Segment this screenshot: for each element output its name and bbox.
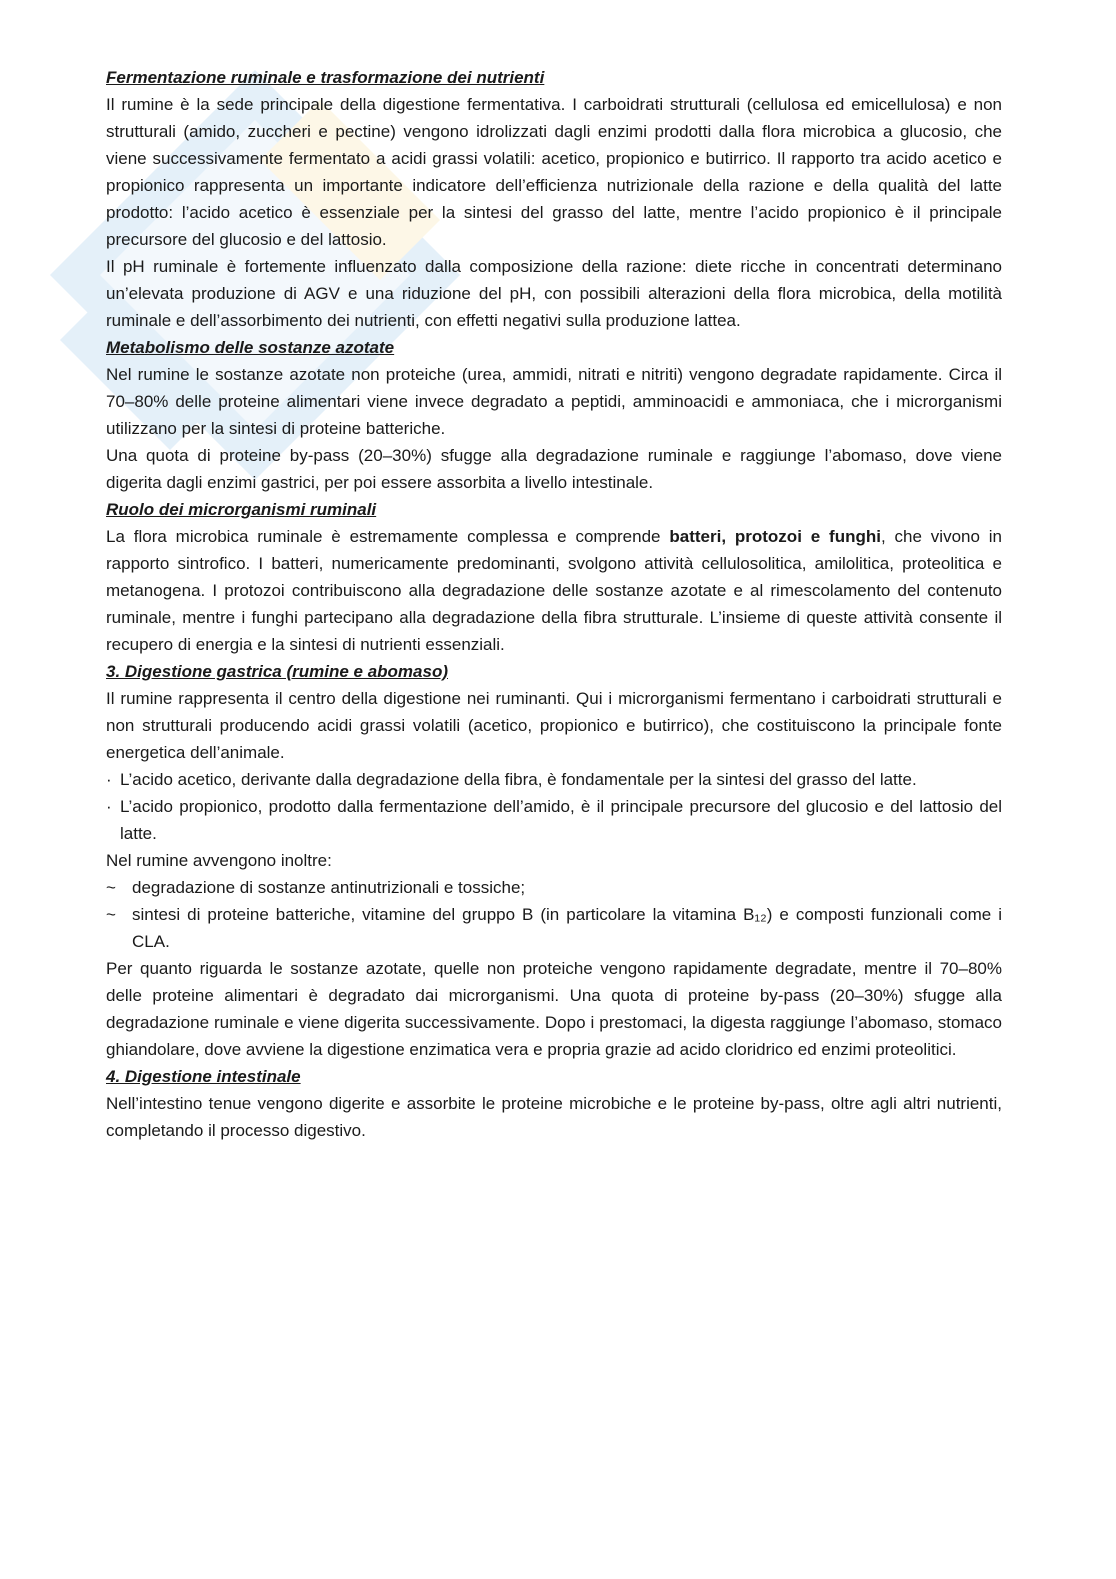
paragraph — [106, 523, 1002, 658]
section-heading-fermentazione: Fermentazione ruminale e trasformazione dei nutrienti — [106, 68, 545, 87]
tilde-list — [106, 874, 1002, 955]
list-item — [106, 874, 1002, 901]
paragraph: Il rumine rappresenta il centro della digestione nei ruminanti. Qui i microrganismi fermentano i carboidrati strutturali e non strutturali producendo acidi grassi volatili (acetico, propionico e butirrico), che costituiscono la principale fonte energetica dell’animale. — [106, 689, 1002, 762]
bullet-list — [106, 766, 1002, 847]
paragraph: Nell’intestino tenue vengono digerite e assorbite le proteine microbiche e le proteine by-pass, oltre agli altri nutrienti, completando il processo digestivo. — [106, 1094, 1002, 1140]
text-run: La flora microbica ruminale è estremamente complessa e comprende — [106, 527, 670, 546]
text-run: , che vivono in rapporto sintrofico. I batteri, numericamente predominanti, svolgono attività cellulosolitica, amilolitica, proteolitica e metanogena. I protozoi contribuiscono alla degradazione delle sostanze azotate e al rimescolamento del contenuto ruminale, mentre i funghi partecipano alla degradazione della fibra strutturale. L’insieme di queste attività consente il recupero di energia e la sintesi di nutrienti essenziali. — [106, 527, 1003, 654]
paragraph: Nel rumine avvengono inoltre: — [106, 851, 332, 870]
list-item — [106, 901, 1002, 955]
bullet-dot-icon: · — [106, 797, 112, 816]
list-item-text: degradazione di sostanze antinutrizionali e tossiche; — [132, 878, 526, 897]
list-item-text: L’acido acetico, derivante dalla degradazione della fibra, è fondamentale per la sintesi del grasso del latte. — [120, 770, 917, 789]
list-item — [106, 766, 1002, 793]
tilde-bullet-icon: ~ — [106, 878, 116, 897]
list-item-text: sintesi di proteine batteriche, vitamine del gruppo B (in particolare la vitamina B₁₂) e composti funzionali come i CLA. — [132, 905, 1002, 951]
paragraph: Nel rumine le sostanze azotate non proteiche (urea, ammidi, nitrati e nitriti) vengono degradate rapidamente. Circa il 70–80% delle proteine alimentari viene invece degradato a peptidi, amminoacidi e ammoniaca, che i microrganismi utilizzano per la sintesi di proteine batteriche. — [106, 365, 1002, 438]
paragraph: Una quota di proteine by-pass (20–30%) sfugge alla degradazione ruminale e raggiunge l’abomaso, dove viene digerita dagli enzimi gastrici, per poi essere assorbita a livello intestinale. — [106, 446, 1002, 492]
bullet-dot-icon: · — [106, 770, 112, 789]
section-heading-microrganismi: Ruolo dei microrganismi ruminali — [106, 500, 377, 519]
paragraph: Il pH ruminale è fortemente influenzato dalla composizione della razione: diete ricche in concentrati determinano un’elevata produzione di AGV e una riduzione del pH, con possibili alterazioni della flora microbica, della motilità ruminale e dell’assorbimento dei nutrienti, con effetti negativi sulla produzione lattea. — [106, 257, 1002, 330]
paragraph: Il rumine è la sede principale della digestione fermentativa. I carboidrati strutturali (cellulosa ed emicellulosa) e non strutturali (amido, zuccheri e pectine) vengono idrolizzati dagli enzimi prodotti dalla flora microbica a glucosio, che viene successivamente fermentato a acidi grassi volatili: acetico, propionico e butirrico. Il rapporto tra acido acetico e propionico rappresenta un importante indicatore dell’efficienza nutrizionale della razione e della qualità del latte prodotto: l’acido acetico è essenziale per la sintesi del grasso del latte, mentre l’acido propionico è il principale precursore del glucosio e del lattosio. — [106, 95, 1002, 249]
list-item — [106, 793, 1002, 847]
list-item-text: L’acido propionico, prodotto dalla fermentazione dell’amido, è il principale precursore del glucosio e del lattosio del latte. — [120, 797, 1002, 843]
section-heading-metabolismo-azotate: Metabolismo delle sostanze azotate — [106, 338, 395, 357]
section-heading-digestione-intestinale: 4. Digestione intestinale — [106, 1067, 301, 1086]
tilde-bullet-icon: ~ — [106, 905, 116, 924]
bold-text-run: batteri, protozoi e funghi — [669, 527, 881, 546]
document-page — [106, 64, 1002, 1144]
section-heading-digestione-gastrica: 3. Digestione gastrica (rumine e abomaso) — [106, 662, 448, 681]
paragraph: Per quanto riguarda le sostanze azotate, quelle non proteiche vengono rapidamente degradate, mentre il 70–80% delle proteine alimentari è degradato dai microrganismi. Una quota di proteine by-pass (20–30%) sfugge alla degradazione ruminale e viene digerita successivamente. Dopo i prestomaci, la digesta raggiunge l’abomaso, stomaco ghiandolare, dove avviene la digestione enzimatica vera e propria grazie ad acido cloridrico ed enzimi proteolitici. — [106, 959, 1002, 1059]
